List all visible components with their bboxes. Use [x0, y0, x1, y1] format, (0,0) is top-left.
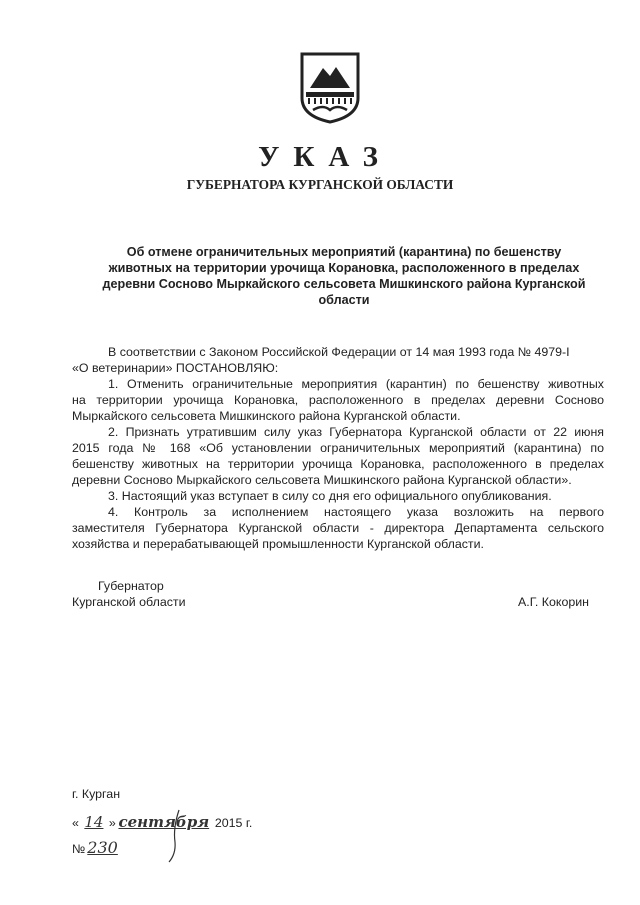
- kurgan-coat-of-arms-icon: [299, 52, 361, 124]
- body-line: 2015 года № 168 «Об установлении ограничительных мероприятий (карантина) по: [72, 441, 604, 455]
- place-of-signing: г. Курган: [72, 787, 121, 801]
- heading-line: области: [318, 293, 370, 307]
- date-day-handwritten: 14: [84, 813, 104, 831]
- signatory-name: А.Г. Кокорин: [518, 595, 590, 609]
- body-line: Мыркайского сельсовета Мишкинского района Курганской области.: [72, 409, 461, 423]
- body-line: 4. Контроль за исполнением настоящего указа возложить на первого: [108, 505, 604, 519]
- heading-line: Об отмене ограничительных мероприятий (карантина) по бешенству: [126, 245, 562, 259]
- body-line: на территории урочища Корановка, расположенного в пределах деревни Сосново: [72, 393, 604, 407]
- body-line: деревни Сосново Мыркайского сельсовета Мишкинского района Курганской области».: [72, 473, 572, 487]
- body-line: хозяйства и перерабатывающей промышленности Курганской области.: [72, 537, 484, 551]
- body-line: заместителя Губернатора Курганской области - директора Департамента сельского: [72, 521, 604, 535]
- decree-number: № 230: [72, 840, 131, 857]
- date-month-handwritten: сентября: [118, 813, 210, 831]
- body-line: «О ветеринарии» ПОСТАНОВЛЯЮ:: [72, 361, 279, 375]
- body-line: 3. Настоящий указ вступает в силу со дня его официального опубликования.: [108, 489, 552, 503]
- body-line: В соответствии с Законом Российской Федерации от 14 мая 1993 года № 4979-I: [108, 345, 570, 359]
- document-subtitle: ГУБЕРНАТОРА КУРГАНСКОЙ ОБЛАСТИ: [186, 177, 454, 192]
- document-title: УКАЗ: [258, 141, 392, 173]
- body-line: 2. Признать утратившим силу указ Губернатора Курганской области от 22 июня: [108, 425, 604, 439]
- signatory-region: Курганской области: [72, 595, 186, 609]
- decree-heading: [78, 244, 610, 308]
- signatory-position: Губернатор: [98, 579, 164, 593]
- body-line: 1. Отменить ограничительные мероприятия (карантин) по бешенству животных: [108, 377, 604, 391]
- body-line: бешенству животных на территории урочища Корановка, расположенного в пределах: [72, 457, 604, 471]
- decree-date: « 14 » сентября 2015 г.: [72, 813, 253, 831]
- handwritten-stroke-icon: [165, 808, 185, 864]
- number-handwritten: 230: [87, 838, 118, 857]
- heading-line: деревни Сосново Мыркайского сельсовета Мишкинского района Курганской: [102, 277, 586, 291]
- heading-line: животных на территории урочища Корановка, расположенного в пределах: [108, 261, 580, 275]
